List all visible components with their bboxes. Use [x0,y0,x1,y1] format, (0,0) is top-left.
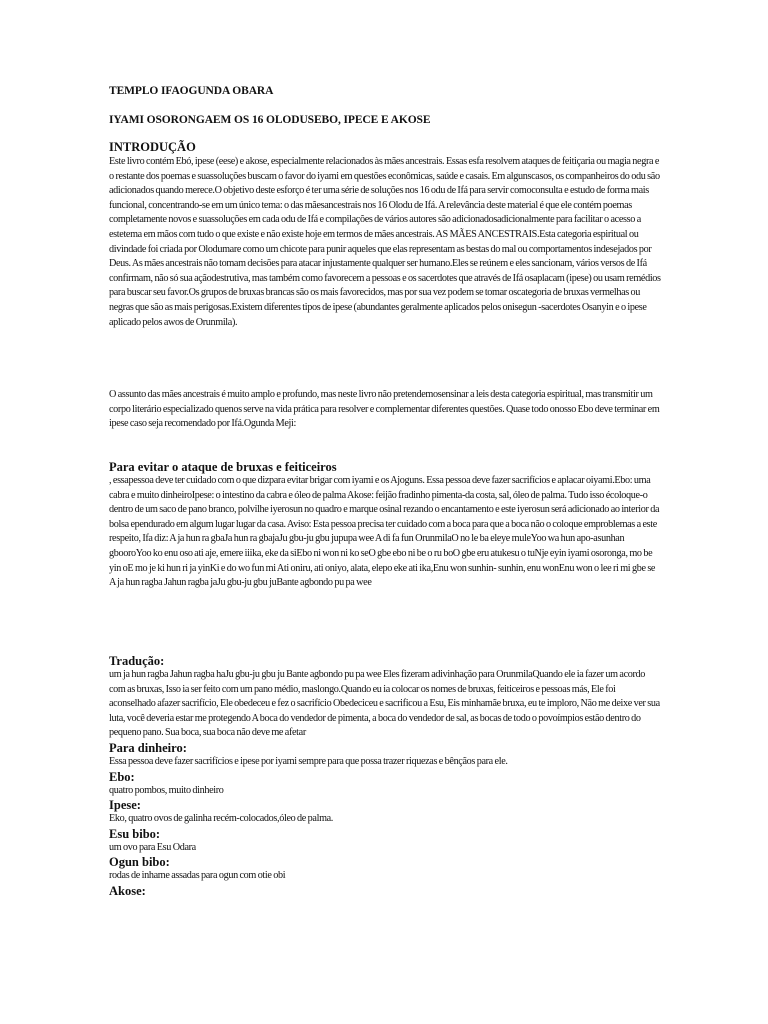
item-label: Para dinheiro: [109,740,187,755]
second-paragraph-text: O assunto das mães ancestrais é muito amplo e profundo, mas neste livro não pretendemosensinar a leis desta categoria espiritual, mas transmitir um corpo literário especializado quenos serve na vida prática para resolver e complementar diferentes questões. Quase todo onosso Ebo deve terminar em ipese caso seja recomendado por Ifá.Ogunda Meji: [109,389,660,430]
item-akose [109,884,662,898]
item-text: rodas de inhame assadas para ogun com otie obi [109,870,286,882]
item-text: quatro pombos, muito dinheiro [109,784,224,796]
item-text: Essa pessoa deve fazer sacrifícios e ipese por iyami sempre para que possa trazer riquezas e bênçãos para ele. [109,755,508,767]
traducao-section [109,654,662,898]
item-ipese [109,798,662,827]
item-text: um ovo para Esu Odara [109,841,196,853]
item-text: Eko, quatro ovos de galinha recém-colocados,óleo de palma. [109,813,334,825]
intro-section [109,140,662,330]
document-subtitle: IYAMI OSORONGAEM OS 16 OLODUSEBO, IPECE E AKOSE [109,114,431,126]
item-label: Esu bibo: [109,826,161,841]
item-label: Ipese: [109,798,141,813]
item-esu-bibo [109,827,662,856]
intro-heading: INTRODUÇÃO [109,140,196,154]
second-paragraph [109,388,662,432]
traducao-heading: Tradução: [109,654,165,668]
bruxas-heading: Para evitar o ataque de bruxas e feiticeiros [109,460,337,474]
intro-text: Este livro contém Ebó, ipese (eese) e akose, especialmente relacionados às mães ancestrais. Essas esfa resolvem ataques de feitiçaria ou magia negra e o restante dos poemas e suassoluções buscam o favor do iyami em questões econômicas, saúde e casais. Em algunscasos, os companheiros do odu são adicionados quando merece.O objetivo deste esforço é ter uma série de soluções nos 16 odu de Ifá para servir comoconsulta e estudo de forma mais funcional, concentrando-se em um único tema: o das mãesancestrais nos 16 Olodu de Ifá. A relevância deste material é que ele contém poemas completamente novos e suassoluções em cada odu de Ifá e compilações de vários autores são adicionadosadicionalmente para facilitar o acesso a estetema em mãos com tudo o que existe e não existe hoje em termos de mães ancestrais. AS MÃES ANCESTRAIS.Esta categoria espiritual ou divindade foi criada por Olodumare como um chicote para punir aqueles que elas representam as bestas do mal ou comportamentos indesejados por Deus. As mães ancestrais não tomam decisões para atacar injustamente qualquer ser humano.Eles se reúnem e eles sancionam, vários versos de Ifá confirmam, não só sua açãodestrutiva, mas também como favorecem a pessoas e os sacerdotes que através de Ifá osaplacam (ipese) ou usam remédios para buscar seu favor.Os grupos de bruxas brancas são os mais favorecidos, mas por sua vez podem se tomar oscategoria de bruxas vermelhas ou negras que são as mais perigosas.Existem diferentes tipos de ipese (abundantes geralmente aplicados pelos onisegun -sacerdotes Osanyin e o ipese aplicado pelos awos de Orunmila). [109,156,661,328]
bruxas-text: , essapessoa deve ter cuidado com o que dizpara evitar brigar com iyami e os Ajoguns. Essa pessoa deve fazer sacrifícios e aplacar oiyami.Ebo: uma cabra e muito dinheiroIpese: o intestino da cabra e óleo de palma Akose: feijão fradinho pimenta-da costa, sal, óleo de palma. Tudo isso écoloque-o dentro de um saco de pano branco, polvilhe iyerosun no quadro e marque osinal rezando o encantamento e este iyerosun será adicionado ao interior da bolsa ependurado em algum lugar lugar da casa. Aviso: Esta pessoa precisa ter cuidado com a boca para que a boca não o coloque emproblemas a este respeito, Ifa diz: A ja hun ra gbaJa hun ra gbajaJu gbu-ju gbu jupupa wee A di fa fun OrunmilaO no le ba eleye muleYoo wa hun apo-asunhan gbooroYoo ko enu oso ati aje, emere iiika, eke da siEbo ni won ni ko seO gbe ebo ni be o ru boO gbe eru atukesu o tuNje eyin iyami osoronga, mo be yin oE mo je ki hun ri ja yinKi e do wo fun mi Ati oniru, ati oniyo, alata, elepo eke ati ika,Enu won sunhin- sunhin, enu wonEnu won o lee ri mi gbe se A ja hun ragba Jahun ragba jaJu gbu-ju gbu juBante agbondo pu pa wee [109,475,660,589]
bruxas-section [109,460,662,591]
traducao-text: um ja hun ragba Jahun ragba haJu gbu-ju gbu ju Bante agbondo pu pa wee Eles fizeram adivinhação para OrunmilaQuando ele ia fazer um acordo com as bruxas, Isso ia ser feito com um pano médio, maslongo.Quando eu ia colocar os nomes de bruxas, feiticeiros e pessoas más, Ele foi aconselhado afazer sacrifício, Ele obedeceu e fez o sacrifício Obedeciceu e sacrificou a Esu, Eis minhamãe bruxa, eu te imploro, Não me deixe ver sua luta, você deveria estar me protegendo A boca do vendedor de pimenta, a boca do vendedor de sal, as bocas de todo o povoímpios estão dentro do pequeno pano. Sua boca, sua boca não deve me afetar [109,669,660,739]
item-ogun-bibo [109,855,662,884]
item-ebo [109,770,662,799]
document-title: TEMPLO IFAOGUNDA OBARA [109,85,274,97]
item-label: Akose: [109,883,146,898]
item-label: Ebo: [109,769,135,784]
item-para-dinheiro [109,741,662,770]
item-label: Ogun bibo: [109,855,170,870]
